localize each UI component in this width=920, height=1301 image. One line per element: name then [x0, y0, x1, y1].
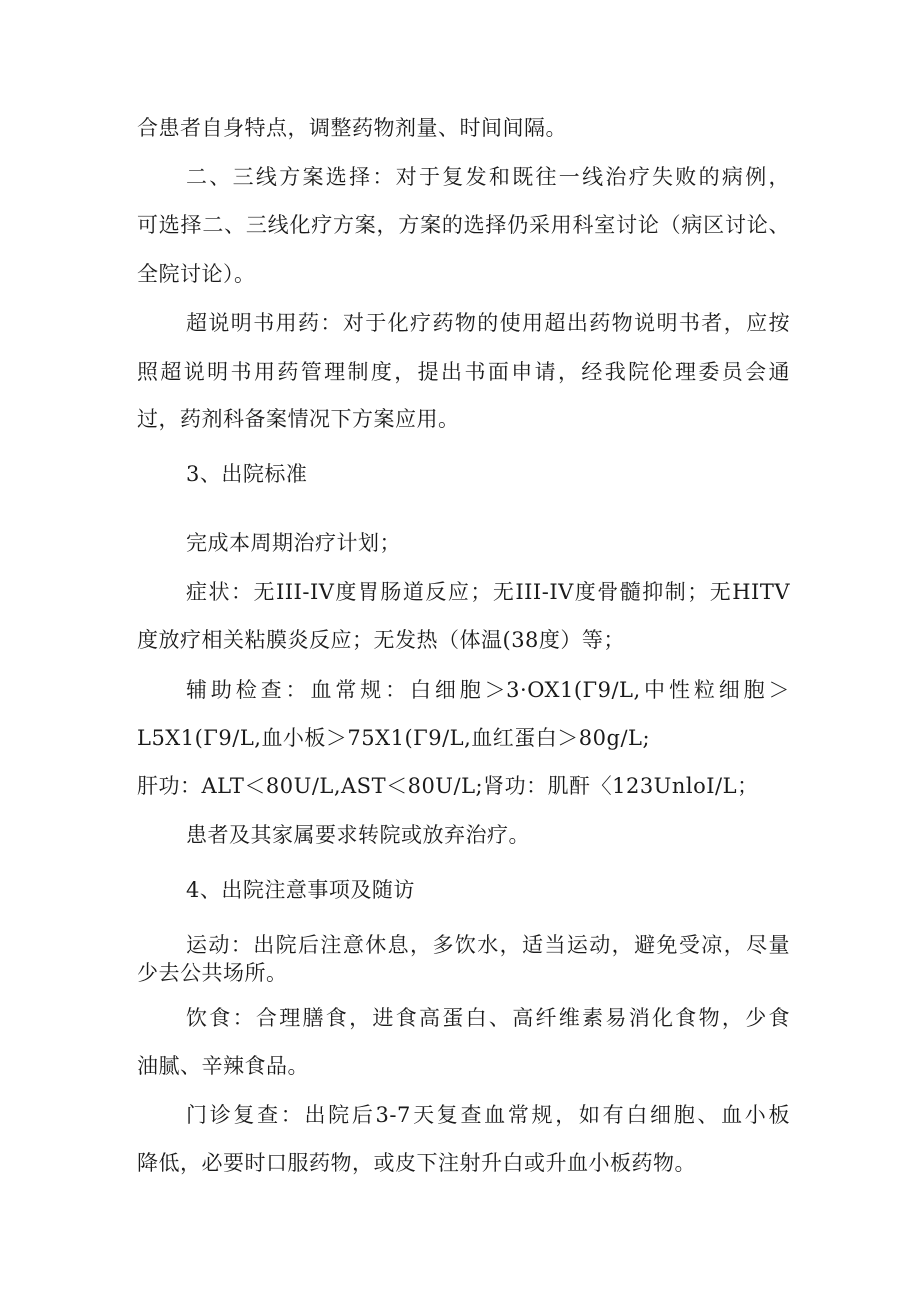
section-heading: 3、出院标准 — [186, 462, 308, 486]
text-line: L5X1(Γ9∕L,血小板＞75X1(Γ9∕L,血红蛋白＞80g∕L; — [137, 726, 651, 750]
text-line: 照超说明书用药管理制度，提出书面申请，经我院伦理委员会通 — [137, 360, 790, 384]
text-line: 患者及其家属要求转院或放弃治疗。 — [186, 823, 530, 847]
text-line: 运动：出院后注意休息，多饮水，适当运动，避免受凉，尽量 — [186, 933, 790, 957]
text-line: 二、三线方案选择：对于复发和既往一线治疗失败的病例， — [186, 165, 790, 189]
section-heading: 4、出院注意事项及随访 — [186, 878, 415, 902]
text-line: 门诊复查：出院后3-7天复查血常规，如有白细胞、血小板 — [186, 1103, 790, 1127]
text-line: 肝功：ALT＜80U∕L,AST＜80U∕L;肾功：肌酐〈123UnloI/L； — [137, 774, 759, 798]
text-line: 油腻、辛辣食品。 — [137, 1054, 309, 1078]
text-line: 症状：无III-IV度胃肠道反应；无III-IV度骨髓抑制；无HITV — [186, 580, 790, 604]
text-line: 少去公共场所。 — [137, 961, 288, 985]
text-line: 辅助检查：血常规：白细胞＞3·OX1(Γ9∕L,中性粒细胞＞ — [186, 678, 790, 702]
text-line: 度放疗相关粘膜炎反应；无发热（体温(38度）等； — [137, 628, 625, 652]
text-line: 超说明书用药：对于化疗药物的使用超出药物说明书者，应按 — [186, 311, 790, 335]
text-line: 全院讨论）。 — [137, 262, 256, 286]
text-line: 完成本周期治疗计划； — [186, 531, 401, 555]
text-line: 合患者自身特点，调整药物剂量、时间间隔。 — [137, 116, 567, 140]
text-line: 降低，必要时口服药物，或皮下注射升白或升血小板药物。 — [137, 1151, 696, 1175]
text-line: 可选择二、三线化疗方案，方案的选择仍采用科室讨论（病区讨论、 — [137, 213, 790, 237]
text-line: 过，药剂科备案情况下方案应用。 — [137, 407, 460, 431]
text-line: 饮食：合理膳食，进食高蛋白、高纤维素易消化食物，少食 — [186, 1006, 790, 1030]
